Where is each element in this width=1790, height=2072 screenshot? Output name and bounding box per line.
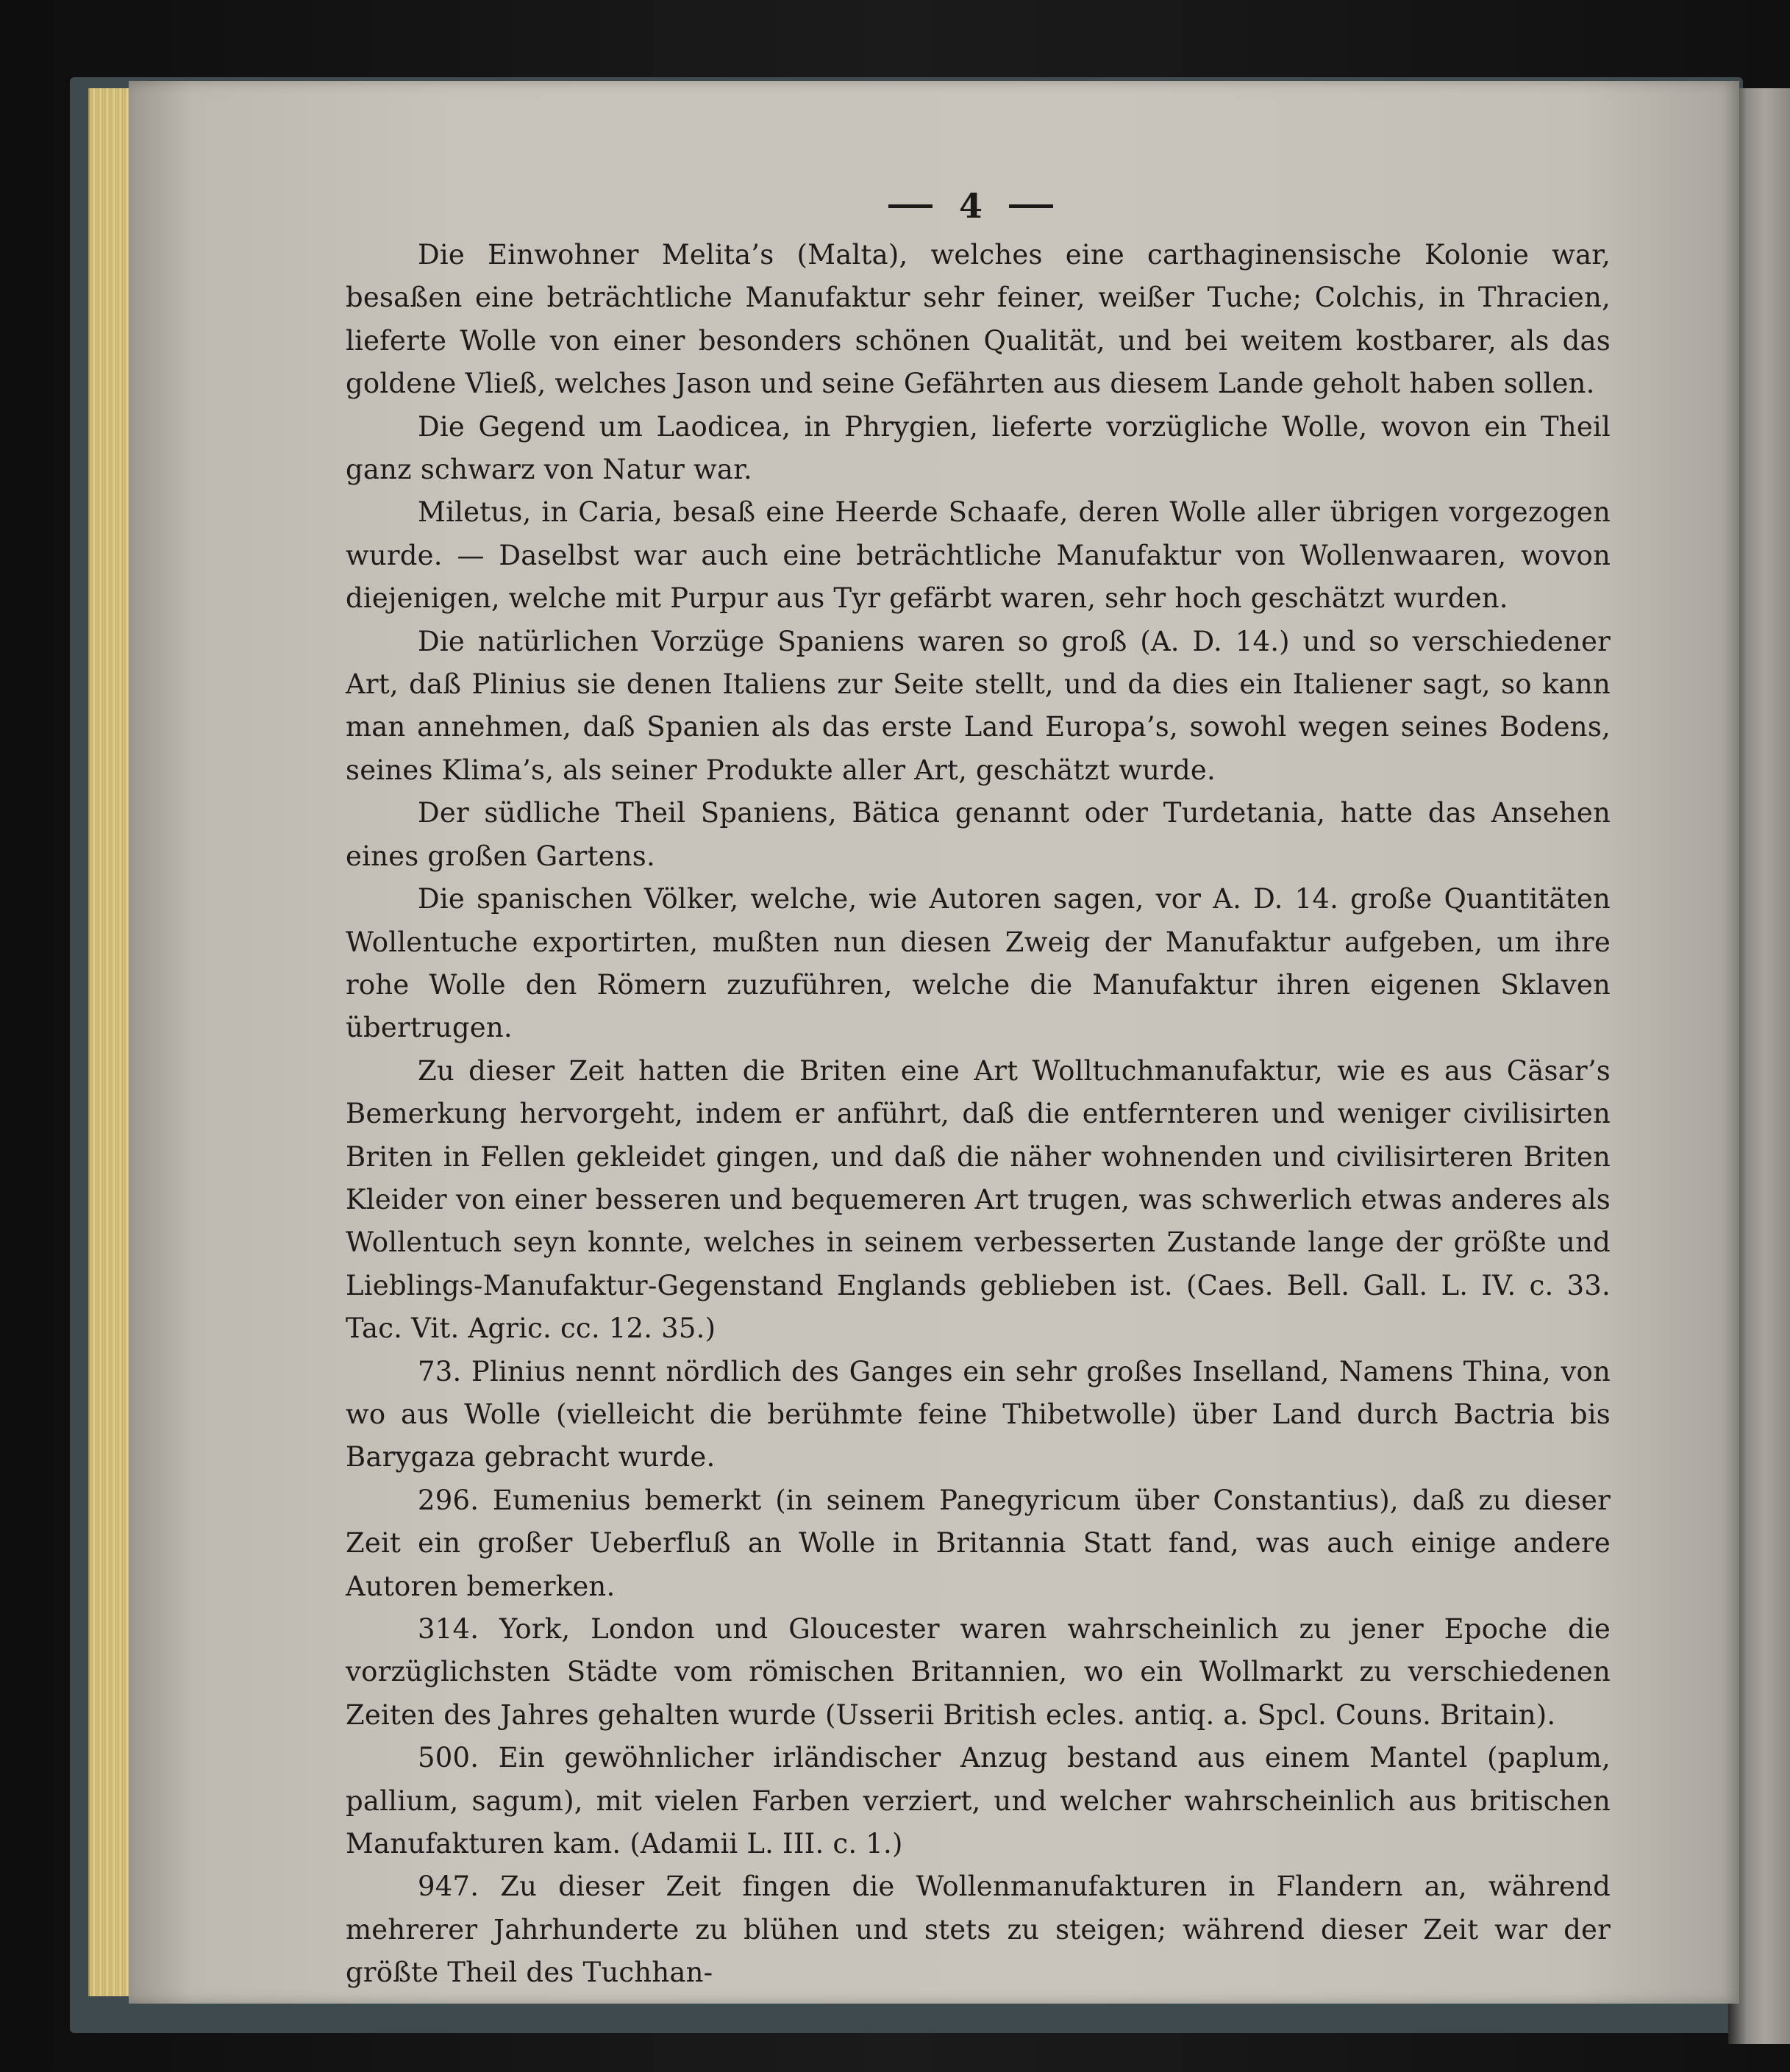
paragraph: Der südliche Theil Spaniens, Bätica genannt oder Turdetania, hatte das Ansehen eines großen Gartens. xyxy=(346,797,1611,872)
paragraph: 314. York, London und Gloucester waren wahrscheinlich zu jener Epoche die vorzüglichsten Städte vom römischen Britannien, wo ein Wollmarkt zu verschiedenen Zeiten des Jahres gehalten wurde (Usserii British ecles. antiq. a. Spcl. Couns. Britain). xyxy=(346,1613,1611,1731)
paragraph: Die natürlichen Vorzüge Spaniens waren so groß (A. D. 14.) und so verschiedener Art, daß Plinius sie denen Italiens zur Seite stellt, und da dies ein Italiener sagt, so kann man annehmen, daß Spanien als das erste Land Europa’s, sowohl wegen seines Bodens, seines Klima’s, als seiner Produkte aller Art, geschätzt wurde. xyxy=(346,625,1611,786)
paragraph: Die spanischen Völker, welche, wie Autoren sagen, vor A. D. 14. große Quantitäten Wollentuche exportirten, mußten nun diesen Zweig der Manufaktur aufgeben, um ihre rohe Wolle den Römern zuzuführen, welche die Manufaktur ihren eigenen Sklaven übertrugen. xyxy=(346,883,1611,1044)
paragraph: Die Gegend um Laodicea, in Phrygien, lieferte vorzügliche Wolle, wovon ein Theil ganz schwarz von Natur war. xyxy=(346,410,1611,486)
page-text xyxy=(346,234,1611,1995)
header-dash-right xyxy=(1009,204,1053,208)
page-header xyxy=(846,184,1096,228)
paragraph: 500. Ein gewöhnlicher irländischer Anzug bestand aus einem Mantel (paplum, pallium, sagum), mit vielen Farben verziert, und welcher wahrscheinlich aus britischen Manufakturen kam. (Adamii L. III. c. 1.) xyxy=(346,1742,1611,1860)
paragraph: Miletus, in Caria, besaß eine Heerde Schaafe, deren Wolle aller übrigen vorgezogen wurde. — Daselbst war auch eine beträchtliche Manufaktur von Wollenwaaren, wovon diejenigen, welche mit Purpur aus Tyr gefärbt waren, sehr hoch geschätzt wurden. xyxy=(346,496,1611,615)
paragraph: Zu dieser Zeit hatten die Briten eine Art Wolltuchmanufaktur, wie es aus Cäsar’s Bemerkung hervorgeht, indem er anführt, daß die entfernteren und weniger civilisirten Briten in Fellen gekleidet gingen, und daß die näher wohnenden und civilisirteren Briten Kleider von einer besseren und bequemeren Art trugen, was schwerlich etwas anderes als Wollentuch seyn konnte, welches in seinem verbesserten Zustande lange der größte und Lieblings-Manufaktur-Gegenstand Englands geblieben ist. (Caes. Bell. Gall. L. IV. c. 33. Tac. Vit. Agric. cc. 12. 35.) xyxy=(346,1054,1611,1345)
paragraph: 947. Zu dieser Zeit fingen die Wollenmanufakturen in Flandern an, während mehrerer Jahrhunderte zu blühen und stets zu steigen; während dieser Zeit war der größte Theil des Tuchhan- xyxy=(346,1871,1611,1989)
paragraph: 296. Eumenius bemerkt (in seinem Panegyricum über Constantius), daß zu dieser Zeit ein großer Ueberfluß an Wolle in Britannia Statt fand, was auch einige andere Autoren bemerken. xyxy=(346,1484,1611,1602)
paragraph: Die Einwohner Melita’s (Malta), welches eine carthaginensische Kolonie war, besaßen eine beträchtliche Manufaktur sehr feiner, weißer Tuche; Colchis, in Thracien, lieferte Wolle von einer besonders schönen Qualität, und bei weitem kostbarer, als das goldene Vließ, welches Jason und seine Gefährten aus diesem Lande geholt haben sollen. xyxy=(346,239,1611,400)
header-dash-left xyxy=(888,204,933,208)
paragraph: 73. Plinius nennt nördlich des Ganges ein sehr großes Inselland, Namens Thina, von wo aus Wolle (vielleicht die berühmte feine Thibetwolle) über Land durch Bactria bis Barygaza gebracht wurde. xyxy=(346,1355,1611,1473)
page-number: 4 xyxy=(958,186,983,226)
